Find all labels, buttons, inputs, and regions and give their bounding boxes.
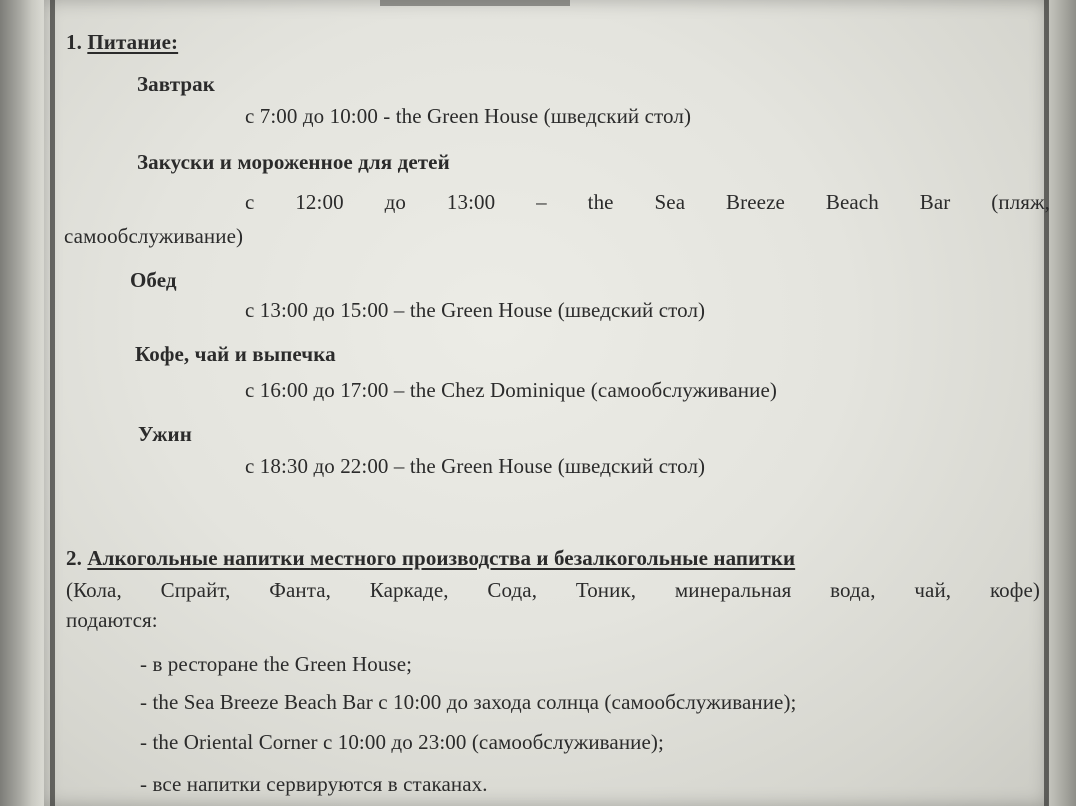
drink-location-item: - the Oriental Corner с 10:00 до 23:00 (самообслуживание);	[140, 730, 664, 754]
word: кофе)	[989, 578, 1040, 602]
section-2-number: 2.	[66, 546, 82, 570]
coffee-detail: с 16:00 до 17:00 – the Chez Dominique (самообслуживание)	[245, 378, 777, 402]
word: the	[587, 190, 614, 214]
word: Sea	[654, 190, 686, 214]
section-1-number: 1.	[66, 30, 82, 54]
word: 12:00	[295, 190, 344, 214]
snacks-detail	[245, 190, 1050, 215]
snacks-label: Закуски и мороженное для детей	[137, 150, 450, 174]
page-border-left	[50, 0, 55, 806]
snacks-detail-continued: самообслуживание)	[64, 224, 244, 248]
coffee-label: Кофе, чай и выпечка	[135, 342, 336, 366]
section-2-title: Алкогольные напитки местного производства и безалкогольные напитки	[87, 546, 796, 570]
word: до	[384, 190, 406, 214]
word: Тоник,	[575, 578, 637, 602]
word: Breeze	[726, 190, 785, 214]
drink-location-item: - в ресторане the Green House;	[140, 652, 413, 676]
word: чай,	[914, 578, 952, 602]
drinks-list	[66, 578, 1040, 603]
section-1-heading	[66, 30, 178, 55]
page-border-right	[1044, 0, 1049, 806]
page-top-edge	[380, 0, 570, 6]
section-1-title: Питание:	[87, 30, 179, 54]
word: Фанта,	[269, 578, 332, 602]
word: Bar	[919, 190, 951, 214]
dinner-detail: с 18:30 до 22:00 – the Green House (шведский стол)	[245, 454, 706, 478]
word: минеральная	[674, 578, 792, 602]
word: с	[245, 190, 255, 214]
served-label: подаются:	[66, 608, 158, 632]
word: 13:00	[446, 190, 496, 214]
lunch-label: Обед	[130, 268, 177, 292]
word: Каркаде,	[369, 578, 449, 602]
breakfast-detail: с 7:00 до 10:00 - the Green House (шведский стол)	[245, 104, 692, 128]
word: вода,	[830, 578, 876, 602]
lunch-detail: с 13:00 до 15:00 – the Green House (шведский стол)	[245, 298, 706, 322]
breakfast-label: Завтрак	[137, 72, 215, 96]
word: (пляж,	[991, 190, 1050, 214]
word: Спрайт,	[160, 578, 231, 602]
dinner-label: Ужин	[138, 422, 192, 446]
word: (Кола,	[66, 578, 122, 602]
word: –	[536, 190, 547, 214]
drink-location-item: - the Sea Breeze Beach Bar с 10:00 до захода солнца (самообслуживание);	[140, 690, 797, 714]
word: Beach	[825, 190, 879, 214]
section-2-heading	[66, 546, 1038, 571]
word: Сода,	[487, 578, 538, 602]
drink-location-item: - все напитки сервируются в стаканах.	[140, 772, 488, 796]
